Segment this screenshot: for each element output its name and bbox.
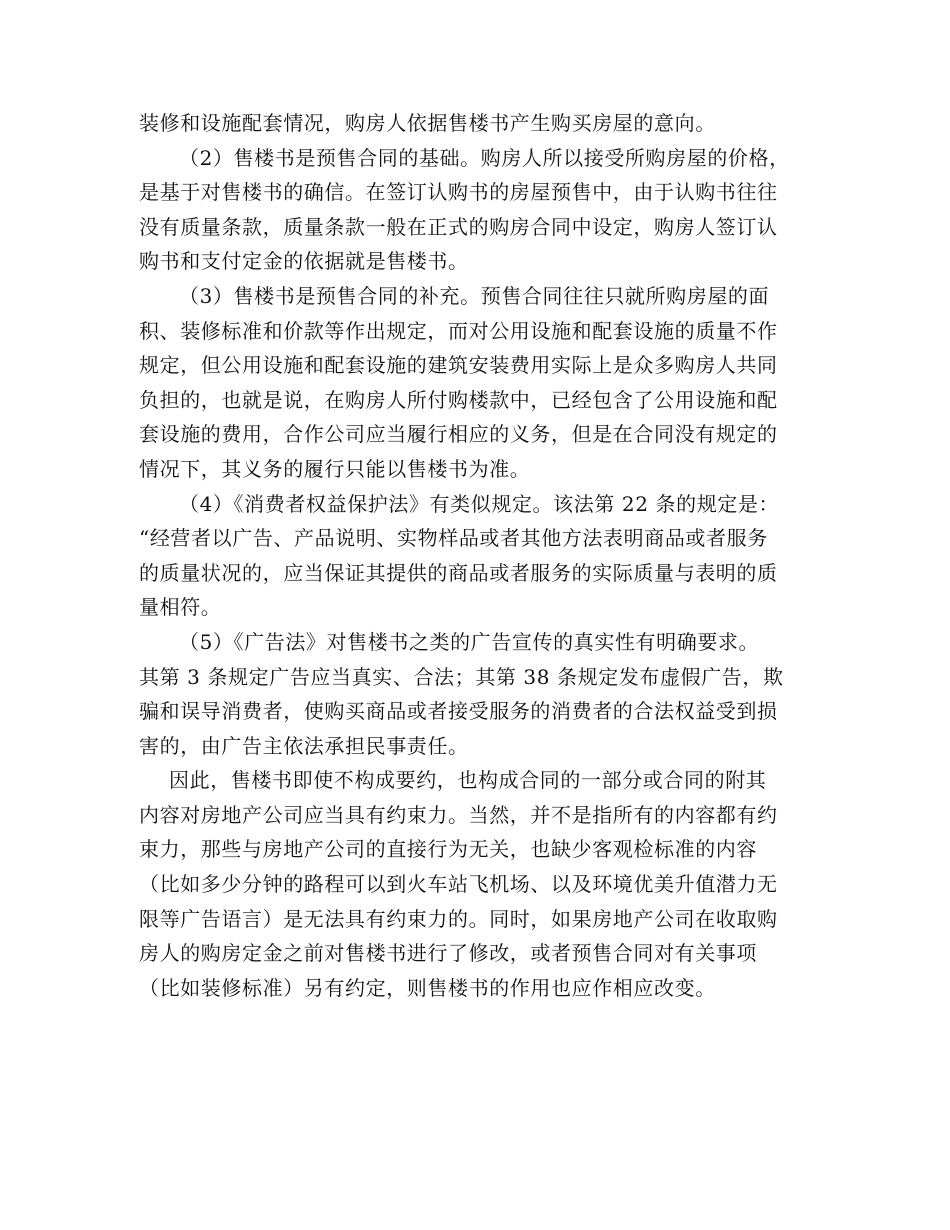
text-line: 因此，售楼书即使不构成要约，也构成合同的一部分或合同的附其	[169, 768, 767, 793]
text-line: 负担的，也就是说，在购房人所付购楼款中，已经包含了公用设施和配	[139, 387, 778, 412]
text-line: 装修和设施配套情况，购房人依据售楼书产生购买房屋的意向。	[139, 111, 716, 135]
text-line: 房人的购房定金之前对售楼书进行了修改，或者预售合同对有关事项	[139, 941, 757, 966]
text-line: “经营者以广告、产品说明、实物样品或者其他方法表明商品或者服务	[139, 526, 768, 551]
text-line: （2）售楼书是预售合同的基础。购房人所以接受所购房屋的价格，	[179, 145, 790, 170]
text-line: 购书和支付定金的依据就是售楼书。	[139, 249, 469, 274]
text-line: 情况下，其义务的履行只能以售楼书为准。	[139, 456, 531, 481]
text-line: 的质量状况的，应当保证其提供的商品或者服务的实际质量与表明的质	[139, 560, 778, 585]
text-line: 积、装修标准和价款等作出规定，而对公用设施和配套设施的质量不作	[139, 318, 778, 343]
text-line: 限等广告语言）是无法具有约束力的。同时，如果房地产公司在收取购	[139, 906, 778, 931]
text-line: （3）售楼书是预售合同的补充。预售合同往往只就所购房屋的面	[179, 283, 770, 308]
text-line: 套设施的费用，合作公司应当履行相应的义务，但是在合同没有规定的	[139, 422, 778, 447]
text-line: 规定，但公用设施和配套设施的建筑安装费用实际上是众多购房人共同	[139, 353, 778, 378]
document-body	[139, 106, 819, 1005]
text-line: 害的，由广告主依法承担民事责任。	[139, 733, 469, 758]
text-line: 没有质量条款，质量条款一般在正式的购房合同中设定，购房人签订认	[139, 214, 778, 239]
text-line: （5）《广告法》对售楼书之类的广告宣传的真实性有明确要求。	[179, 629, 760, 654]
text-line: 束力，那些与房地产公司的直接行为无关，也缺少客观检标准的内容	[139, 837, 757, 862]
text-line: 是基于对售楼书的确信。在签订认购书的房屋预售中，由于认购书往往	[139, 180, 778, 205]
text-line: 量相符。	[139, 595, 222, 620]
text-line: 其第 3 条规定广告应当真实、合法；其第 38 条规定发布虚假广告，欺	[139, 664, 784, 689]
text-line: 骗和误导消费者，使购买商品或者接受服务的消费者的合法权益受到损	[139, 699, 778, 724]
text-line: （4）《消费者权益保护法》有类似规定。该法第 22 条的规定是：	[179, 491, 780, 516]
text-line: （比如装修标准）另有约定，则售楼书的作用也应作相应改变。	[139, 975, 716, 1000]
text-line: （比如多少分钟的路程可以到火车站飞机场、以及环境优美升值潜力无	[139, 872, 778, 897]
text-line: 内容对房地产公司应当具有约束力。当然，并不是指所有的内容都有约	[139, 802, 778, 827]
